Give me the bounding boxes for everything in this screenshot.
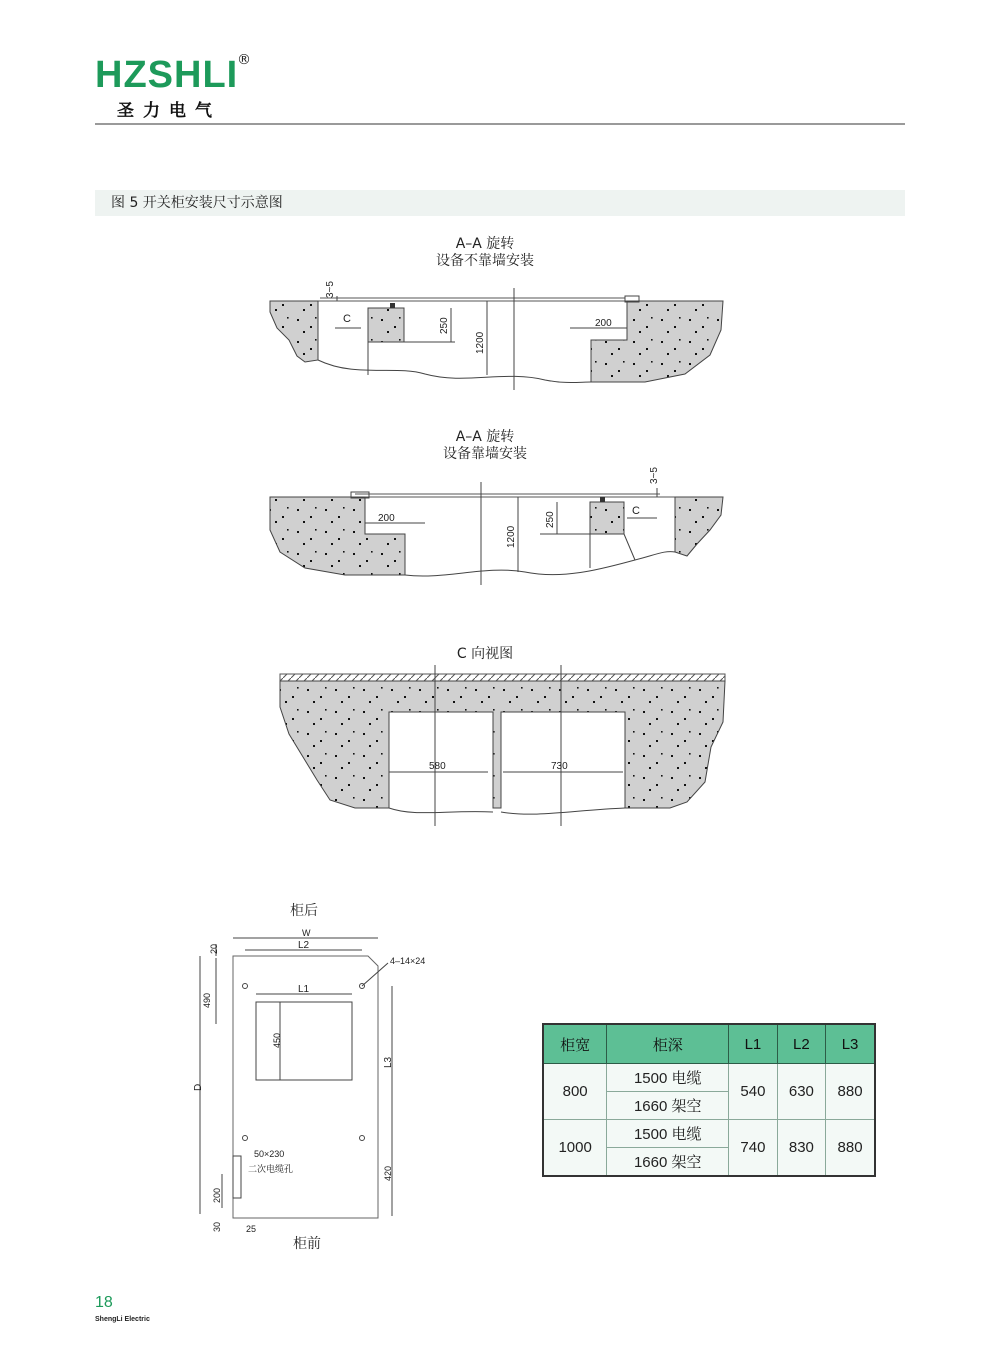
logo-text: HZSHLI xyxy=(95,54,239,96)
section3-dim-580: 580 xyxy=(429,761,446,772)
figure-title-bar xyxy=(95,190,905,216)
plan-dim-420: 420 xyxy=(383,1165,393,1181)
section1-drawing xyxy=(265,270,730,395)
cell-l2: 830 xyxy=(777,1120,825,1177)
footer-brand: ShengLi Electric xyxy=(95,1316,150,1323)
section1-caption xyxy=(335,236,635,270)
section1-dim-200: 200 xyxy=(595,318,612,329)
page-number: 18 xyxy=(95,1294,113,1311)
section2-dim-200: 200 xyxy=(378,513,395,524)
cell-l1: 540 xyxy=(729,1064,777,1120)
section1-dim-c: C xyxy=(343,313,351,325)
cell-l3: 880 xyxy=(826,1064,875,1120)
plan-dim-200: 200 xyxy=(212,1187,222,1203)
plan-dim-20: 20 xyxy=(209,943,219,954)
header-l3: L3 xyxy=(826,1024,875,1064)
plan-dim-25: 25 xyxy=(246,1224,257,1234)
plan-dim-l2: L2 xyxy=(298,940,310,951)
section2-caption xyxy=(335,429,635,463)
section1-dim-250: 250 xyxy=(439,317,450,334)
section1-title-line1: A–A 旋转 xyxy=(455,236,515,252)
cabinet-plan-drawing xyxy=(190,898,450,1258)
brand-logo xyxy=(95,52,251,121)
section3-dim-730: 730 xyxy=(551,761,568,772)
cabinet-spec-table xyxy=(542,1023,876,1177)
table-row xyxy=(543,1120,875,1148)
section3-title: C 向视图 xyxy=(456,646,514,662)
section1-dim-gap: 3~5 xyxy=(325,281,336,298)
section3-caption xyxy=(335,646,635,663)
plan-dim-l3: L3 xyxy=(383,1056,394,1068)
section1-title-line2: 设备不靠墙安装 xyxy=(436,253,534,269)
section3-drawing xyxy=(275,662,730,830)
plan-dim-30: 30 xyxy=(212,1221,222,1232)
section2-dim-250: 250 xyxy=(545,511,556,528)
plan-holes-label: 4–14×24 xyxy=(390,956,426,966)
section2-dim-c: C xyxy=(632,505,640,517)
section2-title-line1: A–A 旋转 xyxy=(455,429,515,445)
cell-width: 800 xyxy=(543,1064,607,1120)
plan-dim-d: D xyxy=(193,1083,204,1091)
plan-dim-l1: L1 xyxy=(298,984,310,995)
cell-depth: 1660 架空 xyxy=(607,1148,729,1177)
table-row xyxy=(543,1064,875,1092)
cell-width: 1000 xyxy=(543,1120,607,1177)
header-l1: L1 xyxy=(729,1024,777,1064)
header-cabinet-depth: 柜深 xyxy=(607,1024,729,1064)
header-divider xyxy=(95,123,905,125)
cell-depth: 1500 电缆 xyxy=(607,1120,729,1148)
registered-mark: ® xyxy=(237,52,251,68)
plan-dim-w: W xyxy=(302,928,311,938)
plan-dim-450: 450 xyxy=(272,1032,282,1048)
plan-dim-490: 490 xyxy=(202,992,212,1008)
header-cabinet-width: 柜宽 xyxy=(543,1024,607,1064)
table-header-row xyxy=(543,1024,875,1064)
plan-rear-label: 柜后 xyxy=(290,902,318,918)
cell-depth: 1660 架空 xyxy=(607,1092,729,1120)
section2-dim-1200: 1200 xyxy=(506,525,517,548)
cell-l1: 740 xyxy=(729,1120,777,1177)
section2-dim-gap: 3~5 xyxy=(649,467,660,484)
plan-cable-size: 50×230 xyxy=(254,1149,285,1159)
header-l2: L2 xyxy=(777,1024,825,1064)
section2-drawing xyxy=(265,460,730,590)
cell-depth: 1500 电缆 xyxy=(607,1064,729,1092)
cell-l3: 880 xyxy=(826,1120,875,1177)
logo-chinese-name: 圣力电气 xyxy=(117,101,221,121)
section1-dim-1200: 1200 xyxy=(475,331,486,354)
figure-title: 图 5 开关柜安装尺寸示意图 xyxy=(111,195,283,211)
plan-front-label: 柜前 xyxy=(293,1235,321,1251)
cell-l2: 630 xyxy=(777,1064,825,1120)
plan-cable-hole-label: 二次电缆孔 xyxy=(248,1164,294,1174)
section2-title-line2: 设备靠墙安装 xyxy=(443,446,527,462)
